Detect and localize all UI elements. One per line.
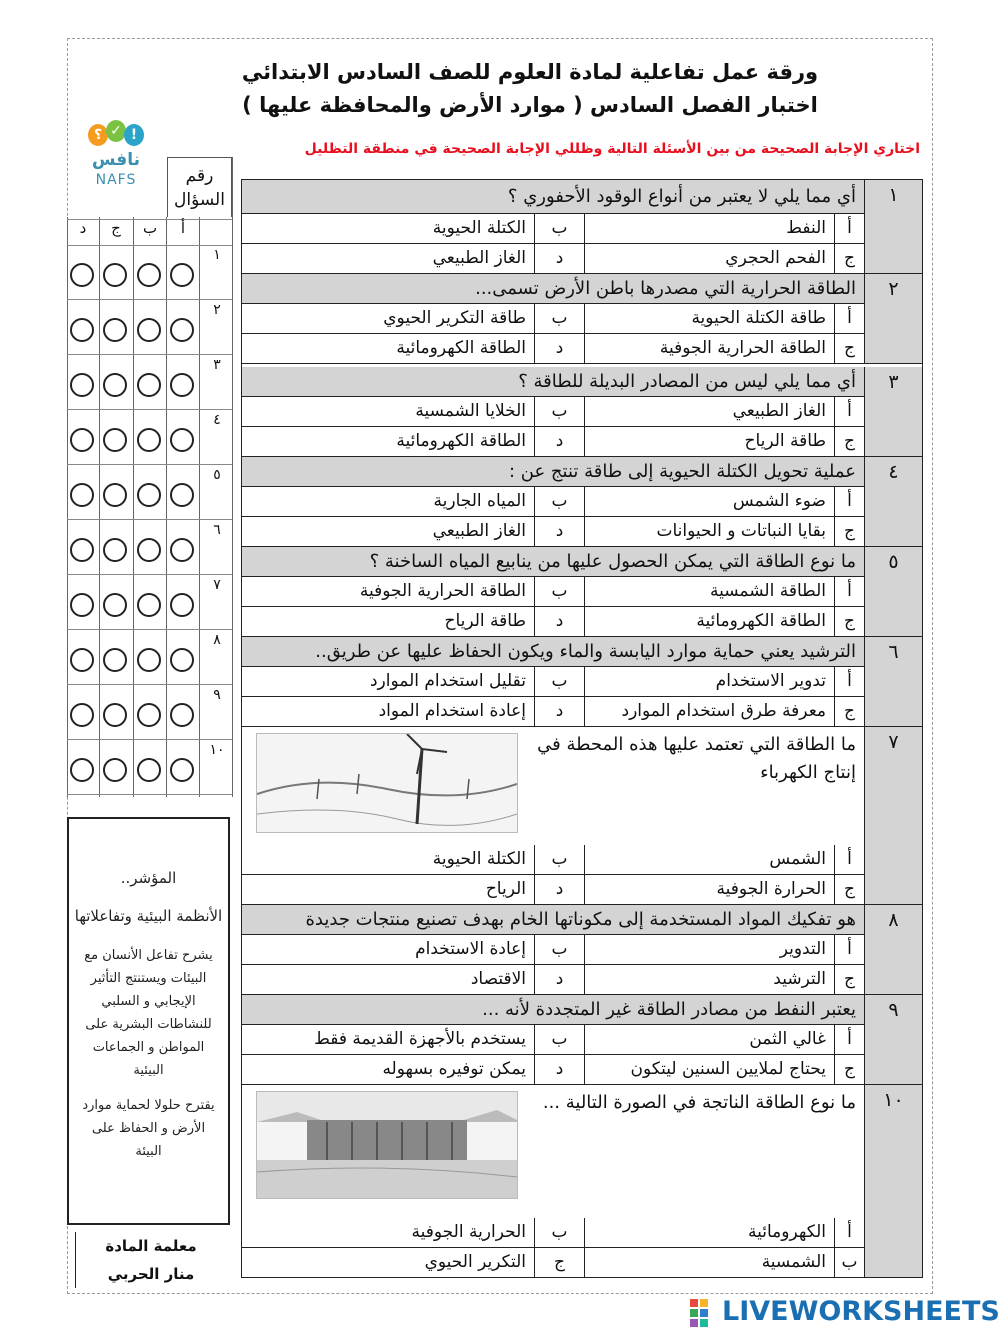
answer-bubble-ب[interactable] [137, 373, 161, 397]
answer-row-number: ٩ [213, 687, 221, 703]
teacher-name: منار الحربي [107, 1265, 195, 1283]
option-text[interactable]: الشمسية [584, 1248, 834, 1277]
option-row [242, 845, 864, 875]
option-letter: ب [534, 214, 584, 243]
option-letter: د [534, 427, 584, 456]
option-text[interactable]: الغاز الطبيعي [584, 397, 834, 426]
option-letter: أ [834, 487, 864, 516]
option-letter: ج [834, 517, 864, 546]
instructions: اختاري الإجابة الصحيحة من بين الأسئلة التالية وظللي الإجابة الصحيحة في منطقة التظليل [304, 141, 920, 157]
answer-bubble-د[interactable] [70, 373, 94, 397]
question-text: الترشيد يعني حماية موارد اليابسة والماء ويكون الحفاظ عليها عن طريق.. [242, 637, 864, 667]
wind-farm-image [256, 733, 518, 833]
option-letter: ب [534, 1218, 584, 1247]
answer-bubble-ب[interactable] [137, 538, 161, 562]
option-text[interactable]: الفحم الحجري [584, 244, 834, 273]
option-row [242, 304, 864, 334]
indicator-subtitle: الأنظمة البيئية وتفاعلاتها [74, 907, 223, 925]
answer-bubble-ج[interactable] [103, 318, 127, 342]
check-icon: ✓ [106, 120, 126, 142]
answer-bubble-ج[interactable] [103, 483, 127, 507]
option-text[interactable]: الاقتصاد [470, 969, 526, 989]
question-number: ٦ [864, 637, 922, 726]
option-row [242, 1248, 864, 1278]
question-text: أي مما يلي لا يعتبر من أنواع الوقود الأحفوري ؟ [242, 180, 864, 214]
option-letter: ب [534, 577, 584, 606]
answer-row [67, 465, 232, 520]
option-letter: ب [534, 397, 584, 426]
answer-bubble-أ[interactable] [170, 703, 194, 727]
answer-row-number: ١ [213, 247, 221, 263]
answer-row [67, 575, 232, 630]
option-letter: ب [534, 845, 584, 874]
option-text[interactable]: الغاز الطبيعي [432, 521, 526, 541]
option-letter: ب [534, 667, 584, 696]
question-1 [242, 180, 922, 274]
question-text: أي مما يلي ليس من المصادر البديلة للطاقة ؟ [242, 367, 864, 397]
option-letter: ج [834, 1055, 864, 1084]
option-letter: أ [834, 577, 864, 606]
question-3 [242, 367, 922, 457]
option-text[interactable]: معرفة طرق استخدام الموارد [584, 697, 834, 726]
option-letter: أ [834, 845, 864, 874]
question-number: ٩ [864, 995, 922, 1084]
question-7 [242, 727, 922, 905]
liveworksheets-logo [690, 1296, 1000, 1328]
answer-bubble-ج[interactable] [103, 758, 127, 782]
answer-bubble-ب[interactable] [137, 318, 161, 342]
option-text[interactable]: غالي الثمن [584, 1025, 834, 1054]
answer-bubble-ب[interactable] [137, 648, 161, 672]
option-text[interactable]: الحرارية الجوفية [411, 1222, 526, 1242]
answer-bubble-د[interactable] [70, 428, 94, 452]
answer-row-number: ٥ [213, 467, 221, 483]
answer-row [67, 410, 232, 465]
answer-bubble-أ[interactable] [170, 263, 194, 287]
option-row [242, 487, 864, 517]
answer-row [67, 300, 232, 355]
answer-bubble-ب[interactable] [137, 703, 161, 727]
option-text[interactable]: التكرير الحيوي [424, 1252, 526, 1272]
answer-bubble-ج[interactable] [103, 538, 127, 562]
option-row [242, 935, 864, 965]
liveworksheets-icon [690, 1299, 718, 1327]
option-row [242, 965, 864, 995]
option-letter: ج [834, 607, 864, 636]
answer-row [67, 740, 232, 795]
option-letter: ج [834, 427, 864, 456]
option-text[interactable]: الطاقة الكهرومائية [396, 338, 526, 358]
answer-bubble-ب[interactable] [137, 758, 161, 782]
option-text[interactable]: الترشيد [584, 965, 834, 994]
option-row [242, 517, 864, 547]
option-letter: د [534, 1055, 584, 1084]
question-number: ٢ [864, 274, 922, 363]
option-letter: د [534, 697, 584, 726]
question-text: الطاقة الحرارية التي مصدرها باطن الأرض تسمى... [242, 274, 864, 304]
option-letter: ج [834, 334, 864, 363]
answer-bubble-أ[interactable] [170, 758, 194, 782]
answer-row-number: ٤ [213, 412, 221, 428]
answer-bubble-أ[interactable] [170, 648, 194, 672]
answer-bubble-ج[interactable] [103, 593, 127, 617]
questions-table [241, 179, 923, 1278]
option-letter: ب [534, 304, 584, 333]
nafs-logo: ؟ ✓ ! نافس NAFS [78, 118, 150, 196]
option-text[interactable]: يمكن توفيره بسهوله [382, 1059, 526, 1079]
option-letter: أ [834, 935, 864, 964]
answer-bubble-أ[interactable] [170, 593, 194, 617]
option-letter: د [534, 244, 584, 273]
answer-sheet-header: رقم السؤال [167, 157, 232, 217]
option-letter: ج [534, 1248, 584, 1277]
option-letter: ج [834, 697, 864, 726]
option-letter: ب [534, 487, 584, 516]
option-text[interactable]: يستخدم بالأجهزة القديمة فقط [314, 1029, 526, 1049]
indicator-box [67, 817, 230, 1225]
question-text: هو تفكيك المواد المستخدمة إلى مكوناتها الخام بهدف تصنيع منتجات جديدة [242, 905, 864, 935]
answer-bubble-ج[interactable] [103, 428, 127, 452]
option-letter: ج [834, 244, 864, 273]
answer-bubble-أ[interactable] [170, 483, 194, 507]
option-text[interactable]: التدوير [584, 935, 834, 964]
answer-row [67, 245, 232, 300]
answer-row [67, 685, 232, 740]
answer-bubble-ج[interactable] [103, 648, 127, 672]
teacher-label: معلمة المادة [105, 1237, 197, 1255]
answer-bubble-ب[interactable] [137, 593, 161, 617]
answer-bubble-ج[interactable] [103, 703, 127, 727]
answer-row-number: ٧ [213, 577, 221, 593]
question-number: ٨ [864, 905, 922, 994]
option-letter: د [534, 517, 584, 546]
option-text[interactable]: إعادة استخدام المواد [378, 701, 526, 721]
indicator-title: المؤشر.. [120, 869, 177, 887]
answer-bubble-ج[interactable] [103, 263, 127, 287]
option-letter: أ [834, 1218, 864, 1247]
question-number: ٤ [864, 457, 922, 546]
option-text[interactable]: الخلايا الشمسية [415, 401, 526, 421]
answer-letters: د ج ب أ [79, 219, 186, 237]
answer-bubble-د[interactable] [70, 538, 94, 562]
option-text[interactable]: تدوير الاستخدام [584, 667, 834, 696]
answer-row [67, 520, 232, 575]
option-text[interactable]: الطاقة الكهرومائية [396, 431, 526, 451]
option-letter: أ [834, 667, 864, 696]
worksheet-title: ورقة عمل تفاعلية لمادة العلوم للصف السادس الابتدائي [241, 60, 819, 84]
option-text[interactable]: النفط [584, 214, 834, 243]
option-text[interactable]: طاقة التكرير الحيوي [383, 308, 526, 328]
logo-bubbles-icon: ؟ ✓ ! [88, 118, 148, 152]
option-letter: أ [834, 1025, 864, 1054]
option-text[interactable]: ضوء الشمس [584, 487, 834, 516]
question-6 [242, 637, 922, 727]
question-text: ما نوع الطاقة الناتجة في الصورة التالية ... [532, 1085, 864, 1218]
answer-bubble-د[interactable] [70, 703, 94, 727]
question-number: ١ [864, 180, 922, 273]
question-number: ٥ [864, 547, 922, 636]
answer-bubble-د[interactable] [70, 483, 94, 507]
option-row [242, 697, 864, 727]
option-text[interactable]: الكتلة الحيوية [432, 849, 526, 869]
option-row [242, 397, 864, 427]
answer-bubble-د[interactable] [70, 263, 94, 287]
question-9 [242, 995, 922, 1085]
question-number: ١٠ [864, 1085, 922, 1277]
option-row [242, 1055, 864, 1085]
option-text[interactable]: الحرارة الجوفية [584, 875, 834, 904]
question-8 [242, 905, 922, 995]
option-row [242, 667, 864, 697]
answer-bubble-د[interactable] [70, 318, 94, 342]
question-text: يعتبر النفط من مصادر الطاقة غير المتجددة لأنه ... [242, 995, 864, 1025]
option-text[interactable]: بقايا النباتات و الحيوانات [584, 517, 834, 546]
answer-row-number: ٣ [213, 357, 221, 373]
option-text[interactable]: الشمس [584, 845, 834, 874]
answer-bubble-ب[interactable] [137, 263, 161, 287]
option-letter: ج [834, 875, 864, 904]
option-text[interactable]: الكهرومائية [584, 1218, 834, 1247]
option-row [242, 1218, 864, 1248]
answer-row-number: ٢ [213, 302, 221, 318]
option-text[interactable]: الطاقة الحرارية الجوفية [359, 581, 526, 601]
option-text[interactable]: المياه الجارية [433, 491, 526, 511]
question-4 [242, 457, 922, 547]
option-text[interactable]: الطاقة الحرارية الجوفية [584, 334, 834, 363]
dam-image [256, 1091, 518, 1199]
answer-row-number: ٨ [213, 632, 221, 648]
option-row [242, 1025, 864, 1055]
answer-bubble-ب[interactable] [137, 428, 161, 452]
option-text[interactable]: الكتلة الحيوية [432, 218, 526, 238]
question-10 [242, 1085, 922, 1278]
answer-bubble-أ[interactable] [170, 538, 194, 562]
question-number: ٣ [864, 367, 922, 456]
option-letter: د [534, 607, 584, 636]
option-letter: د [534, 965, 584, 994]
indicator-desc-1: يشرح تفاعل الأنسان مع البيئات ويستنتج التأثير الإيجابي و السلبي للنشاطات البشرية على المواطن و الجماعات البيئية [84, 948, 213, 1078]
option-letter: أ [834, 397, 864, 426]
question-5 [242, 547, 922, 637]
option-text[interactable]: يحتاج لملايين السنين ليتكون [584, 1055, 834, 1084]
answer-bubble-أ[interactable] [170, 373, 194, 397]
answer-bubble-ب[interactable] [137, 483, 161, 507]
option-row [242, 334, 864, 364]
option-text[interactable]: الطاقة الكهرومائية [584, 607, 834, 636]
answer-bubble-د[interactable] [70, 648, 94, 672]
option-letter: ب [834, 1248, 864, 1277]
option-letter: ب [534, 935, 584, 964]
test-title: اختبار الفصل السادس ( موارد الأرض والمحافظة عليها ) [242, 93, 818, 117]
option-text[interactable]: تقليل استخدام الموارد [369, 671, 526, 691]
answer-bubble-أ[interactable] [170, 428, 194, 452]
answer-row-number: ١٠ [209, 742, 225, 758]
answer-row [67, 355, 232, 410]
question-text: ما نوع الطاقة التي يمكن الحصول عليها من ينابيع المياه الساخنة ؟ [242, 547, 864, 577]
option-letter: د [534, 875, 584, 904]
option-row [242, 607, 864, 637]
answer-row-number: ٦ [213, 522, 221, 538]
option-row [242, 577, 864, 607]
liveworksheets-brand: LIVEWORKSHEETS [722, 1296, 1000, 1327]
option-text[interactable]: الرياح [485, 879, 526, 899]
option-letter: أ [834, 304, 864, 333]
answer-row [67, 630, 232, 685]
option-row [242, 427, 864, 457]
option-row [242, 244, 864, 274]
answer-bubble-د[interactable] [70, 758, 94, 782]
answer-bubble-أ[interactable] [170, 318, 194, 342]
teacher-box [75, 1232, 226, 1288]
option-row [242, 214, 864, 244]
question-2 [242, 274, 922, 364]
option-letter: أ [834, 214, 864, 243]
option-letter: ج [834, 965, 864, 994]
option-text[interactable]: الغاز الطبيعي [432, 248, 526, 268]
option-letter: د [534, 334, 584, 363]
option-text[interactable]: طاقة الرياح [584, 427, 834, 456]
question-text: ما الطاقة التي تعتمد عليها هذه المحطة في إنتاج الكهرباء [532, 727, 864, 845]
question-number: ٧ [864, 727, 922, 904]
answer-bubble-د[interactable] [70, 593, 94, 617]
option-text[interactable]: طاقة الرياح [444, 611, 526, 631]
option-text[interactable]: إعادة الاستخدام [415, 939, 526, 959]
option-text[interactable]: طاقة الكتلة الحيوية [584, 304, 834, 333]
indicator-desc-2: يقترح حلولا لحماية موارد الأرض و الحفاظ على البيئة [82, 1098, 215, 1159]
option-text[interactable]: الطاقة الشمسية [584, 577, 834, 606]
answer-bubble-ج[interactable] [103, 373, 127, 397]
answer-sheet [67, 157, 232, 797]
option-letter: ب [534, 1025, 584, 1054]
question-text: عملية تحويل الكتلة الحيوية إلى طاقة تنتج عن : [242, 457, 864, 487]
option-row [242, 875, 864, 905]
